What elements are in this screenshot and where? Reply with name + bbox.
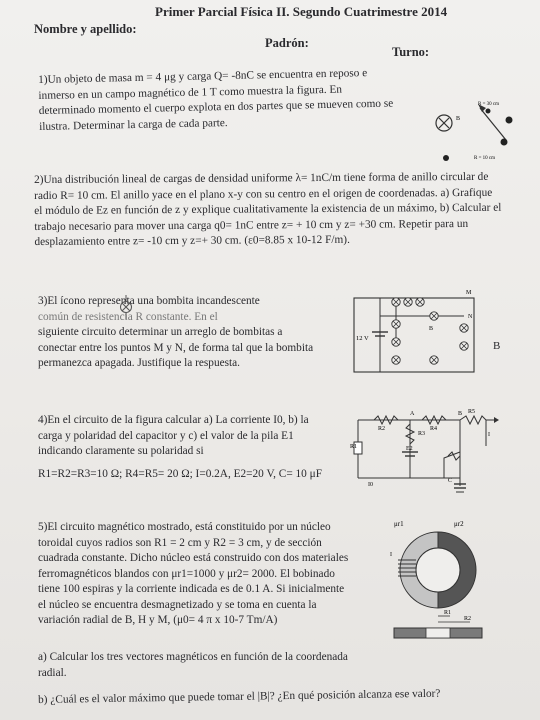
- battery-label: 12 V: [356, 335, 369, 342]
- side-label-b: B: [493, 340, 501, 352]
- problem-4-circuit: [348, 406, 500, 498]
- problem-3-line: común de resistencia R constante. En el: [38, 310, 218, 323]
- padron-label: Padrón:: [265, 36, 309, 50]
- problem-4-line: carga y polaridad del capacitor y c) el valor de la pila E1: [38, 429, 294, 442]
- toroid-figure: [388, 520, 488, 648]
- bulb: [430, 312, 438, 320]
- radius-r2-label: R2: [464, 616, 472, 622]
- problem-2-line: trabajo necesario para mover una carga q0= 1nC entre z= + 10 cm y z= +30 cm. Repetir para un: [34, 217, 469, 233]
- problem-5-line: 5)El circuito magnético mostrado, está constituido por un núcleo: [38, 521, 331, 533]
- problem-2-line: radio R= 10 cm. El anillo yace en el plano x-y con su centro en el origen de coordenadas. a) Grafique: [34, 186, 493, 202]
- problem-1-line: determinado momento el cuerpo explota en dos partes que se mueven como se: [38, 97, 394, 117]
- problem-2-line: 2)Una distribución lineal de cargas de densidad uniforme λ= 1nC/m tiene forma de anillo circular de: [34, 170, 489, 186]
- problem-5-question-b: b) ¿Cuál es el valor máximo que puede tomar el |B|? ¿En qué posición alcanza ese valor?: [38, 687, 441, 706]
- radius-label-2: R = 10 cm: [474, 156, 496, 161]
- bulb: [430, 356, 438, 364]
- problem-3-line: siguiente circuito determinar un arreglo de bombitas a: [38, 326, 283, 338]
- radius-label-1: R = 30 cm: [478, 102, 500, 107]
- circuit-label: I0: [368, 482, 373, 488]
- problem-1-figure: [420, 88, 530, 168]
- problem-5-line: toroidal cuyos radios son R1 = 2 cm y R2 = 3 cm, y de sección: [38, 536, 322, 549]
- question-a-line: a) Calcular los tres vectores magnéticos en función de la coordenada: [38, 651, 348, 663]
- problem-2-line: el módulo de Ez en función de z y explique cualitativamente la existencia de un máximo, b) Calcular el: [34, 201, 502, 217]
- problem-1-text: [38, 66, 394, 135]
- bulb: [404, 298, 412, 306]
- fragment-particle: [501, 139, 508, 146]
- problem-3-circuit: [352, 288, 482, 376]
- problem-5-line: variación radial de B, H y M, (μ0= 4 π x 10-7 Tm/A): [38, 614, 278, 626]
- problem-4-line: 4)En el circuito de la figura calcular a) La corriente I0, b) la: [38, 414, 309, 426]
- bulb: [416, 298, 424, 306]
- problem-4-values: R1=R2=R3=10 Ω; R4=R5= 20 Ω; I=0.2A, E2=20 V, C= 10 μF: [38, 468, 322, 480]
- question-a-line: radial.: [38, 666, 67, 679]
- circuit-label: I: [488, 432, 490, 438]
- problem-3-text: [38, 294, 313, 372]
- fragment-particle: [443, 155, 449, 161]
- problem-5-question-a: [38, 650, 348, 681]
- problem-5-line: el núcleo se encuentra desmagnetizado y se toma en cuenta la: [38, 598, 317, 611]
- mu-r1-label: μr1: [394, 520, 404, 528]
- exam-title: Primer Parcial Física II. Segundo Cuatrimestre 2014: [155, 4, 448, 19]
- problem-2-text: [34, 170, 502, 251]
- mu-r2-label: μr2: [454, 520, 464, 528]
- circuit-label: A: [410, 411, 415, 417]
- circuit-label: E2: [406, 446, 413, 452]
- point-n-label: N: [468, 314, 473, 320]
- circuit-wire: [354, 298, 474, 372]
- radius-r1-label: R1: [444, 610, 452, 616]
- bulb: [392, 356, 400, 364]
- problem-5-text: [38, 520, 348, 629]
- problem-1-line: 1)Un objeto de masa m = 4 μg y carga Q= -8nC se encuentra en reposo e: [38, 67, 368, 86]
- circuit-label: R2: [378, 426, 386, 432]
- problem-3-line: 3)El ícono representa una bombita incandescente: [38, 295, 260, 307]
- problem-3-line: permanezca apagada. Justifique la respuesta.: [38, 357, 240, 369]
- bulb: [392, 320, 400, 328]
- resistor-r5: [460, 416, 486, 424]
- fragment-particle: [506, 117, 513, 124]
- bulb-icon: [119, 295, 133, 319]
- fragment-particle: [486, 109, 491, 114]
- current-label: I: [390, 552, 392, 558]
- problem-4-line: indicando claramente su polaridad si: [38, 445, 204, 457]
- circuit-label: C: [448, 478, 453, 484]
- problem-2-line: desplazamiento entre z= -10 cm y z=+ 30 cm. (ε0=8.85 x 10-12 F/m).: [34, 233, 350, 248]
- circuit-label: R5: [468, 409, 476, 415]
- circuit-label: B: [458, 411, 463, 417]
- problem-1-line: ilustra. Determinar la carga de cada parte.: [38, 116, 228, 133]
- point-m-label: M: [466, 290, 472, 296]
- problem-1-line: inmerso en un campo magnético de 1 T como muestra la figura. En: [38, 83, 343, 102]
- field-label: B: [456, 116, 461, 122]
- circuit-label: R1: [350, 444, 358, 450]
- problem-4-text: [38, 413, 309, 460]
- problem-5-line: tiene 100 espiras y la corriente indicada es de 0.1 A. Si inicialmente: [38, 583, 345, 595]
- bulb: [392, 298, 400, 306]
- circuit-label: R4: [430, 426, 438, 432]
- turno-label: Turno:: [392, 45, 430, 59]
- problem-3-line: conectar entre los puntos M y N, de forma tal que la bombita: [38, 341, 314, 354]
- bulb-b-label: B: [429, 326, 434, 332]
- problem-5-line: cuadrada constante. Dicho núcleo está construido con dos materiales: [38, 552, 349, 564]
- name-label: Nombre y apellido:: [34, 22, 137, 36]
- problem-5-line: ferromagnéticos blandos con μr1=1000 y μr2= 2000. El bobinado: [38, 567, 335, 580]
- bulb: [460, 342, 468, 350]
- circuit-label: R3: [418, 431, 426, 437]
- bulb: [460, 324, 468, 332]
- bulb: [392, 338, 400, 346]
